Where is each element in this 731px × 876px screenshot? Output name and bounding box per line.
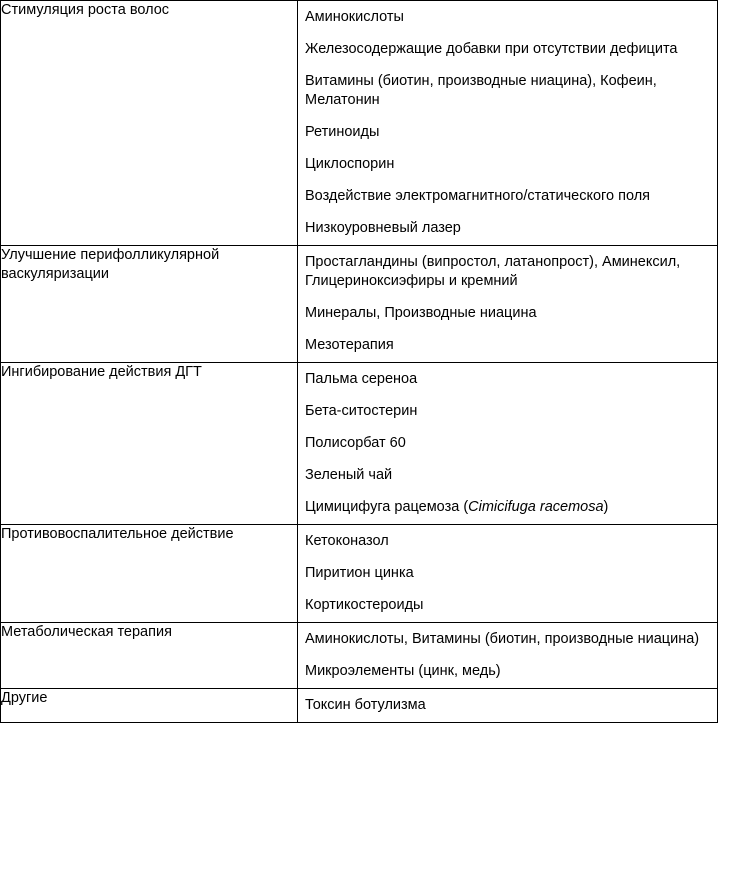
item-entry xyxy=(298,492,717,524)
items-cell xyxy=(298,363,718,525)
table-row xyxy=(1,363,718,525)
items-cell xyxy=(298,1,718,246)
item-text: Цимицифуга рацемоза ( xyxy=(305,499,469,515)
item-entry: Микроэлементы (цинк, медь) xyxy=(305,663,501,679)
item-entry: Пальма сереноа xyxy=(305,371,418,387)
item-entry: Аминокислоты xyxy=(305,9,404,25)
category-cell: Другие xyxy=(1,689,298,723)
items-cell xyxy=(298,689,718,723)
table-row xyxy=(1,623,718,689)
items-cell xyxy=(298,525,718,623)
item-entry: Витамины (биотин, производные ниацина), Кофеин, Мелатонин xyxy=(305,73,657,108)
table-body xyxy=(1,1,718,723)
item-entry: Железосодержащие добавки при отсутствии дефицита xyxy=(305,41,678,57)
item-entry: Ретиноиды xyxy=(305,124,380,140)
item-entry: Кортикостероиды xyxy=(305,597,424,613)
category-cell: Противовоспалительное действие xyxy=(1,525,298,623)
table-row xyxy=(1,1,718,246)
item-text-tail: ) xyxy=(603,499,609,515)
item-entry: Полисорбат 60 xyxy=(305,435,406,451)
category-cell: Метаболическая терапия xyxy=(1,623,298,689)
item-entry: Мезотерапия xyxy=(305,337,394,353)
item-entry: Низкоуровневый лазер xyxy=(305,220,461,236)
category-cell: Ингибирование действия ДГТ xyxy=(1,363,298,525)
item-entry: Бета-ситостерин xyxy=(305,403,418,419)
item-entry: Пиритион цинка xyxy=(305,565,414,581)
item-entry: Кетоконазол xyxy=(305,533,389,549)
items-cell xyxy=(298,246,718,363)
item-entry: Зеленый чай xyxy=(305,467,393,483)
item-text-italic: Cimicifuga racemosa xyxy=(468,499,604,515)
table-row xyxy=(1,246,718,363)
item-entry: Аминокислоты, Витамины (биотин, производные ниацина) xyxy=(305,631,700,647)
item-entry: Воздействие электромагнитного/статического поля xyxy=(305,188,651,204)
item-entry: Циклоспорин xyxy=(305,156,395,172)
item-entry: Токсин ботулизма xyxy=(305,697,426,713)
category-cell: Стимуляция роста волос xyxy=(1,1,298,246)
item-entry: Минералы, Производные ниацина xyxy=(305,305,537,321)
table-row xyxy=(1,689,718,723)
item-entry: Простагландины (випростол, латанопрост), Аминексил, Глицериноксиэфиры и кремний xyxy=(305,254,681,289)
table-row xyxy=(1,525,718,623)
category-cell: Улучшение перифолликулярной васкуляризации xyxy=(1,246,298,363)
items-cell xyxy=(298,623,718,689)
